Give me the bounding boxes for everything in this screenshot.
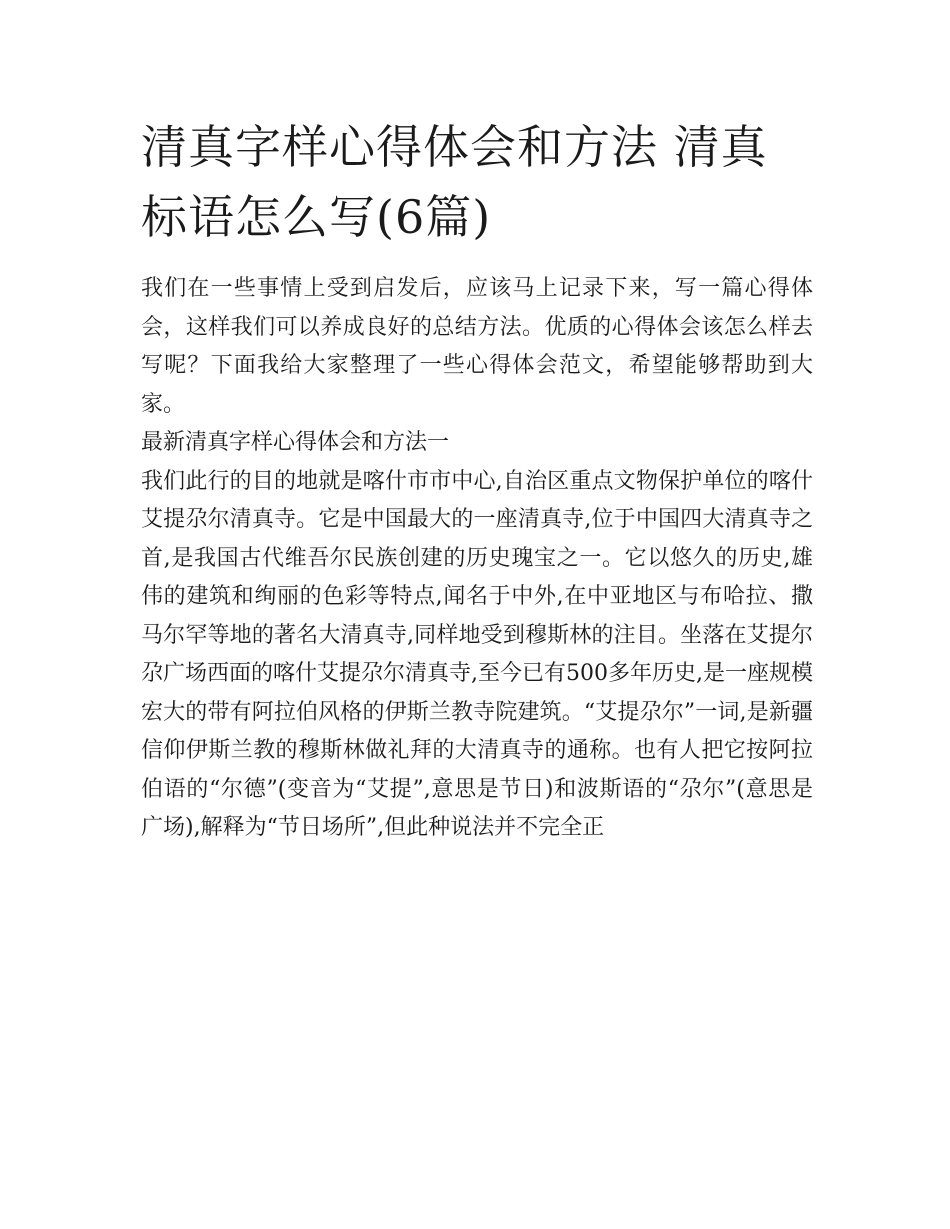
body-paragraph: 我们此行的目的地就是喀什市市中心,自治区重点文物保护单位的喀什艾提尕尔清真寺。它是中国最大的一座清真寺,位于中国四大清真寺之首,是我国古代维吾尔民族创建的历史瑰宝之一。它以悠久的历史,雄伟的建筑和绚丽的色彩等特点,闻名于中外,在中亚地区与布哈拉、撒马尔罕等地的著名大清真寺,同样地受到穆斯林的注目。坐落在艾提尔尕广场西面的喀什艾提尕尔清真寺,至今已有500多年历史,是一座规模宏大的带有阿拉伯风格的伊斯兰教寺院建筑。“艾提尕尔”一词,是新疆信仰伊斯兰教的穆斯林做礼拜的大清真寺的通称。也有人把它按阿拉伯语的“尔德”(变音为“艾提”,意思是节日)和波斯语的“尕尔”(意思是广场),解释为“节日场所”,但此种说法并不完全正: [141, 468, 813, 840]
document-body: [141, 270, 813, 848]
intro-paragraph: 我们在一些事情上受到启发后，应该马上记录下来，写一篇心得体会，这样我们可以养成良好的总结方法。优质的心得体会该怎么样去写呢？下面我给大家整理了一些心得体会范文，希望能够帮助到大家。: [141, 276, 813, 417]
section-heading: 最新清真字样心得体会和方法一: [141, 430, 450, 455]
document-page: [141, 112, 813, 848]
document-title: 清真字样心得体会和方法 清真标语怎么写(6篇): [141, 120, 768, 244]
